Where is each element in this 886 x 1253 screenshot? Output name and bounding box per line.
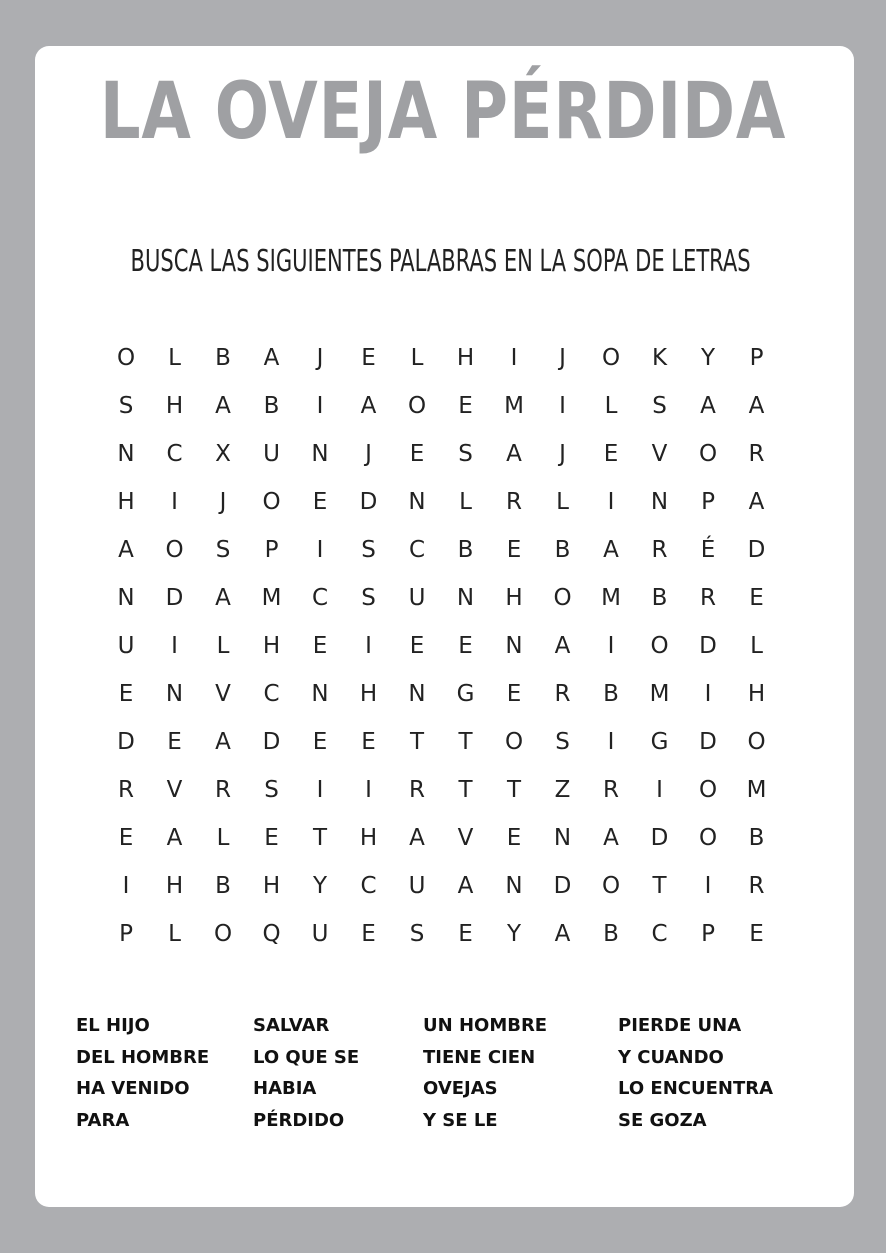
grid-letter: O (407, 393, 427, 419)
grid-letter: V (166, 777, 183, 803)
grid-letter: T (409, 729, 425, 755)
grid-letter: A (506, 441, 522, 467)
grid-letter: X (215, 441, 231, 467)
grid-letter: D (699, 633, 717, 659)
grid-letter: M (746, 777, 767, 803)
grid-letter: H (165, 393, 184, 419)
grid-letter: S (215, 537, 231, 563)
grid-letter: V (457, 825, 474, 851)
word-item: EL HIJO (76, 1015, 150, 1036)
grid-row (104, 766, 767, 814)
grid-letter: I (171, 633, 178, 659)
page-title: LA OVEJA PÉRDIDA (99, 67, 787, 157)
grid-letter: T (458, 729, 473, 755)
grid-letter: C (263, 681, 280, 707)
grid-letter: O (601, 345, 621, 371)
grid-letter: O (650, 633, 669, 659)
grid-letter: I (559, 393, 566, 419)
word-item: Y SE LE (423, 1109, 498, 1131)
grid-letter: L (410, 345, 424, 371)
grid-letter: L (168, 345, 181, 371)
grid-letter: N (311, 441, 329, 467)
grid-letter: B (748, 825, 765, 851)
grid-letter: I (316, 777, 324, 803)
grid-letter: R (118, 777, 134, 803)
grid-letter: Y (506, 921, 522, 947)
grid-row (104, 814, 764, 862)
grid-letter: C (311, 585, 329, 611)
grid-letter: B (457, 537, 474, 563)
grid-letter: H (747, 681, 766, 707)
grid-letter: I (510, 345, 518, 371)
grid-letter: S (264, 777, 279, 803)
grid-letter: H (117, 489, 135, 515)
grid-letter: E (458, 393, 473, 419)
grid-letter: A (409, 825, 425, 851)
word-item: PIERDE UNA (618, 1015, 742, 1036)
grid-letter: C (166, 441, 183, 467)
word-item: HABIA (253, 1078, 317, 1099)
grid-letter: A (700, 393, 716, 419)
grid-letter: U (117, 633, 135, 659)
grid-letter: U (408, 873, 426, 899)
grid-letter: E (749, 585, 764, 611)
grid-letter: N (505, 633, 523, 659)
grid-letter: J (316, 345, 324, 371)
grid-letter: M (504, 393, 524, 419)
grid-letter: C (651, 921, 668, 947)
grid-letter: O (213, 921, 233, 947)
grid-letter: S (361, 585, 376, 611)
grid-letter: E (312, 729, 328, 755)
grid-letter: O (698, 441, 718, 467)
grid-letter: L (168, 921, 181, 947)
grid-letter: O (165, 537, 184, 563)
grid-row (104, 862, 764, 910)
grid-letter: H (262, 633, 281, 659)
grid-letter: N (165, 681, 184, 707)
grid-row (104, 478, 764, 526)
grid-row (104, 622, 764, 670)
grid-letter: A (554, 633, 571, 659)
grid-letter: Y (700, 345, 716, 371)
grid-letter: A (457, 873, 474, 899)
grid-letter: O (698, 825, 718, 851)
grid-row (104, 910, 764, 958)
grid-row (104, 382, 764, 430)
grid-letter: K (651, 345, 668, 371)
grid-row (104, 718, 764, 766)
grid-letter: H (359, 825, 378, 851)
grid-letter: E (361, 729, 376, 755)
grid-letter: E (749, 921, 764, 947)
grid-letter: A (215, 393, 231, 419)
grid-letter: E (361, 921, 376, 947)
grid-letter: V (651, 441, 668, 467)
grid-letter: P (119, 921, 133, 947)
grid-row (104, 334, 764, 382)
grid-letter: E (409, 441, 425, 467)
grid-letter: M (261, 585, 282, 611)
grid-letter: S (652, 393, 667, 419)
grid-letter: R (506, 489, 522, 515)
grid-letter: R (554, 681, 571, 707)
grid-row (104, 574, 764, 622)
grid-letter: I (316, 393, 324, 419)
grid-letter: B (603, 921, 619, 947)
word-list-column-2 (253, 1010, 359, 1136)
grid-letter: Z (554, 777, 571, 803)
grid-letter: A (215, 585, 231, 611)
grid-letter: Q (262, 921, 281, 947)
grid-letter: U (311, 921, 329, 947)
grid-letter: E (312, 489, 328, 515)
grid-letter: A (215, 729, 231, 755)
word-item: HA VENIDO (76, 1078, 190, 1099)
grid-letter: N (311, 681, 329, 707)
grid-letter: J (219, 489, 227, 515)
grid-letter: U (408, 585, 426, 611)
grid-letter: I (704, 681, 712, 707)
grid-letter: C (360, 873, 377, 899)
grid-letter: H (505, 585, 523, 611)
grid-letter: N (117, 585, 135, 611)
grid-letter: N (650, 489, 669, 515)
word-list-column-4 (618, 1010, 773, 1136)
grid-letter: É (700, 537, 716, 563)
grid-letter: J (559, 441, 566, 467)
grid-letter: D (747, 537, 766, 563)
grid-letter: E (506, 681, 522, 707)
grid-letter: L (459, 489, 472, 515)
grid-letter: I (607, 729, 615, 755)
word-search-grid (104, 334, 767, 966)
grid-letter: I (656, 777, 663, 803)
grid-letter: D (359, 489, 378, 515)
grid-letter: L (216, 825, 230, 851)
word-item: PÉRDIDO (253, 1109, 345, 1131)
word-item: SE GOZA (618, 1109, 707, 1131)
grid-letter: N (408, 489, 426, 515)
grid-letter: R (748, 441, 765, 467)
grid-letter: A (554, 921, 571, 947)
grid-letter: B (651, 585, 668, 611)
grid-letter: E (603, 441, 619, 467)
grid-letter: L (750, 633, 763, 659)
grid-row (104, 526, 764, 574)
grid-letter: P (749, 345, 764, 371)
grid-letter: D (699, 729, 717, 755)
grid-letter: S (118, 393, 134, 419)
grid-letter: D (650, 825, 669, 851)
word-item: PARA (76, 1109, 130, 1131)
grid-letter: I (365, 633, 372, 659)
grid-letter: O (747, 729, 766, 755)
grid-letter: N (408, 681, 426, 707)
word-list-column-3 (423, 1010, 547, 1136)
grid-row (104, 670, 764, 718)
grid-letter: D (117, 729, 135, 755)
grid-letter: L (216, 633, 230, 659)
instructions: BUSCA LAS SIGUIENTES PALABRAS EN LA SOPA DE LETRAS (130, 244, 751, 279)
word-item: SALVAR (253, 1015, 330, 1036)
word-item: LO QUE SE (253, 1046, 360, 1068)
grid-letter: A (748, 489, 765, 515)
grid-letter: G (650, 729, 669, 755)
grid-letter: O (262, 489, 281, 515)
grid-letter: R (700, 585, 716, 611)
grid-letter: O (504, 729, 524, 755)
grid-letter: A (603, 825, 619, 851)
grid-letter: E (264, 825, 279, 851)
grid-letter: A (748, 393, 765, 419)
grid-letter: R (409, 777, 425, 803)
word-item: Y CUANDO (618, 1046, 724, 1068)
grid-letter: O (698, 777, 718, 803)
grid-letter: N (505, 873, 523, 899)
grid-letter: R (215, 777, 231, 803)
grid-letter: I (365, 777, 372, 803)
grid-letter: S (409, 921, 425, 947)
grid-letter: R (748, 873, 765, 899)
word-item: UN HOMBRE (423, 1015, 548, 1036)
grid-letter: O (601, 873, 621, 899)
grid-letter: D (262, 729, 281, 755)
grid-letter: N (456, 585, 475, 611)
grid-letter: I (122, 873, 130, 899)
word-item: OVEJAS (423, 1078, 498, 1099)
grid-letter: I (607, 633, 615, 659)
grid-letter: D (165, 585, 184, 611)
word-item: DEL HOMBRE (76, 1046, 210, 1068)
grid-letter: T (312, 825, 328, 851)
grid-letter: B (215, 345, 231, 371)
grid-letter: B (263, 393, 280, 419)
grid-letter: A (166, 825, 183, 851)
grid-letter: Y (312, 873, 328, 899)
grid-letter: D (553, 873, 572, 899)
grid-letter: H (165, 873, 184, 899)
grid-letter: T (506, 777, 522, 803)
grid-letter: V (215, 681, 231, 707)
grid-letter: S (361, 537, 376, 563)
grid-letter: J (365, 441, 372, 467)
grid-letter: E (458, 921, 473, 947)
grid-letter: H (359, 681, 378, 707)
grid-letter: I (704, 873, 712, 899)
grid-letter: E (409, 633, 425, 659)
grid-letter: I (316, 537, 324, 563)
grid-letter: E (506, 825, 522, 851)
grid-letter: T (458, 777, 473, 803)
grid-letter: E (118, 825, 134, 851)
grid-letter: E (361, 345, 376, 371)
grid-row (104, 430, 764, 478)
grid-letter: R (603, 777, 619, 803)
grid-letter: U (263, 441, 280, 467)
grid-letter: H (456, 345, 475, 371)
grid-letter: A (263, 345, 280, 371)
grid-letter: L (604, 393, 618, 419)
grid-letter: P (264, 537, 279, 563)
grid-letter: B (215, 873, 231, 899)
grid-letter: M (649, 681, 670, 707)
grid-letter: J (559, 345, 566, 371)
grid-letter: A (118, 537, 134, 563)
grid-letter: I (171, 489, 178, 515)
grid-letter: N (553, 825, 572, 851)
grid-letter: E (312, 633, 328, 659)
grid-letter: P (701, 921, 715, 947)
grid-letter: E (458, 633, 473, 659)
word-item: LO ENCUENTRA (618, 1078, 774, 1099)
grid-letter: H (262, 873, 281, 899)
grid-letter: R (651, 537, 668, 563)
grid-letter: L (556, 489, 569, 515)
grid-letter: N (117, 441, 135, 467)
grid-letter: G (456, 681, 475, 707)
grid-letter: A (603, 537, 619, 563)
grid-letter: O (116, 345, 136, 371)
word-list-column-1 (76, 1010, 209, 1136)
grid-letter: A (360, 393, 377, 419)
grid-letter: C (408, 537, 426, 563)
grid-letter: I (607, 489, 615, 515)
grid-letter: B (603, 681, 619, 707)
grid-letter: E (118, 681, 134, 707)
grid-letter: S (458, 441, 473, 467)
grid-letter: S (555, 729, 570, 755)
word-item: TIENE CIEN (423, 1046, 536, 1068)
grid-letter: T (652, 873, 667, 899)
grid-letter: O (553, 585, 572, 611)
grid-letter: E (506, 537, 522, 563)
grid-letter: E (167, 729, 182, 755)
grid-letter: P (701, 489, 715, 515)
grid-letter: M (601, 585, 621, 611)
grid-letter: B (554, 537, 571, 563)
